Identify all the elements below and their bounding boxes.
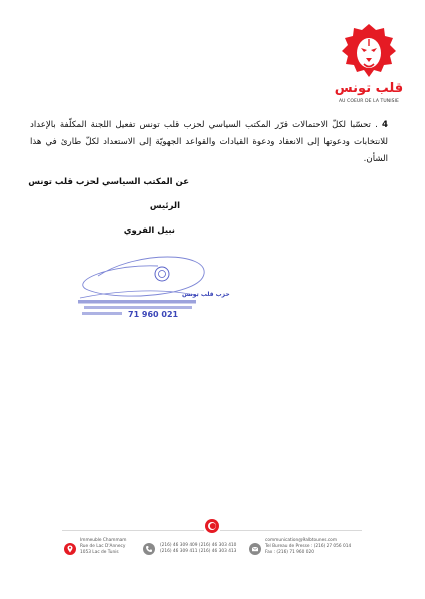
address-line: 1053 Lac de Tunis (80, 550, 119, 555)
official-stamp-signature (58, 246, 230, 334)
stamp-lion-icon (155, 267, 169, 281)
phone-line: (216) 46 309 409 (216) 46 303 410 (160, 543, 237, 548)
phone-line: (216) 46 309 411 (216) 46 303 413 (160, 549, 237, 554)
party-logo (334, 22, 404, 108)
phone-icon (143, 543, 155, 555)
footer-address (80, 538, 126, 556)
footer-phones (160, 543, 236, 555)
signature-on-behalf: عن المكتب السياسي لحزب قلب تونس (28, 177, 189, 187)
logo-subtitle: AU COEUR DE LA TUNISIE (338, 99, 399, 104)
logo-title: قلب تونس (334, 81, 404, 96)
press-phone-line: Tel Bureau de Presse : (216) 27 056 014 (265, 544, 352, 549)
item-number: 4 (382, 120, 388, 130)
email-icon (249, 543, 261, 555)
address-line: Rue de Lac D'Annecy (80, 544, 126, 549)
stamp-party-name: حزب قلب تونس (182, 291, 230, 298)
item-text: . تحسّبا لكلّ الاحتمالات قرّر المكتب السياسي لحزب قلب تونس تفعيل اللجنة المكلّفة بالإعداد للانتخابات ودعوتها إلى الانعقاد ودعوة القيادات والقواعد الجهويّة إلى الاستعداد لكلّ طارئ في هذا الشأن. (30, 120, 388, 164)
email-line: communication@9albtounes.com (265, 538, 338, 543)
location-icon (64, 543, 76, 555)
lion-head-icon (340, 22, 398, 80)
address-line: Immeuble Chammam (80, 538, 127, 543)
decision-paragraph (30, 117, 388, 168)
footer-contact (265, 538, 351, 556)
fax-line: Fax : (216) 71 960 020 (265, 550, 314, 555)
stamp-phone: 71 960 021 (128, 310, 179, 319)
signature-name: نبيل القروي (123, 226, 175, 236)
signature-role: الرئيس (149, 201, 180, 211)
tunisia-emblem-icon (204, 518, 220, 534)
